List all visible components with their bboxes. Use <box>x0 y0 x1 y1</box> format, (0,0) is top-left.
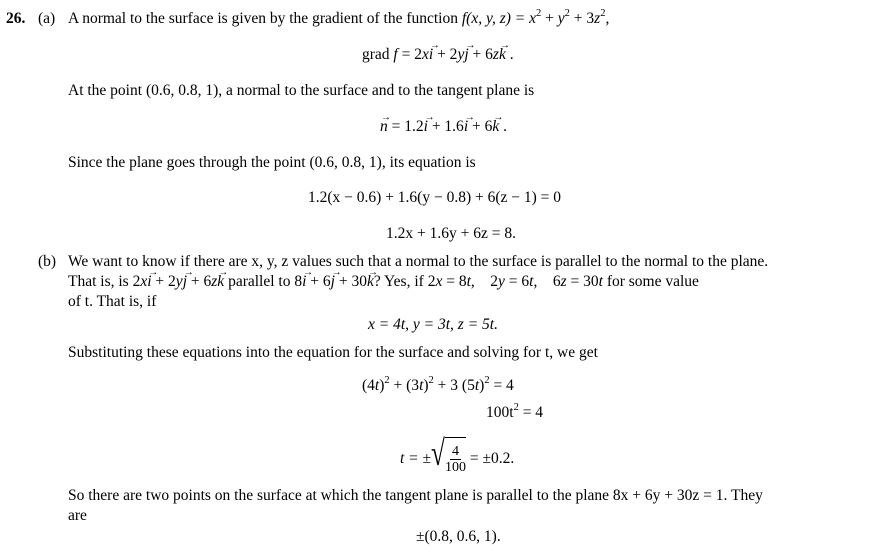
p1-after: , a normal to the surface and to the tangent plane is <box>218 82 535 99</box>
conclusion-line-2: are <box>68 507 87 524</box>
simplified-equation: $100t^2 = 4$ <box>486 402 544 421</box>
answer-points: ±(0.8, 0.6, 1). <box>416 528 501 545</box>
eq-b2: 100t <box>486 404 514 421</box>
fraction-numerator: 4 <box>452 444 460 459</box>
surface-substituted-equation: $(4t)^2 + (3t)^2 + 3$ $(5t)^2 = 4$ <box>362 375 514 394</box>
solve-lhs: t = ± <box>400 450 432 468</box>
substitution-text: Substituting these equations into the equation for the surface and solving for t, we get <box>68 344 598 361</box>
part-b-line-3: of t. That is, if <box>68 293 157 310</box>
plane-equation-1: 1.2(x − 0.6) + 1.6(y − 0.8) + 6(z − 1) = 0 <box>308 189 562 206</box>
parametric-equations: x = 4t, y = 3t, z = 5t. <box>368 316 498 333</box>
line2-a: That is, is <box>68 273 129 290</box>
part-a-intro: A normal to the surface is given by the gradient of the function <box>68 10 458 27</box>
line2-b: parallel to <box>228 273 291 290</box>
line2-c: ? Yes, if <box>373 273 424 290</box>
line2-d: for some value <box>606 273 699 290</box>
part-b-line-2: That is, is 2xi → + 2yj → + 6zk → parallel to 8i → + 6j → + 30k →? Yes, if 2x = 8t, 2y = 6t, 6z = 30t for some value <box>68 273 699 291</box>
p2-point: (0.6, 0.8, 1) <box>309 154 382 171</box>
normal-vector-equation: n → = 1.2i → + 1.6i → + 6k → . <box>380 118 507 136</box>
plane-point-text <box>68 154 476 172</box>
p1-before: At the point <box>68 82 143 99</box>
solution-for-t <box>400 433 515 475</box>
part-a-intro-line: A normal to the surface is given by the gradient of the function f(x, y, $z) = x^2 + y^2 + 3z^2$, <box>68 8 610 27</box>
fraction-denominator: 100 <box>445 460 467 475</box>
conclusion-line-1: So there are two points on the surface at which the tangent plane is parallel to the plane 8x + 6y + 30z = 1. They <box>68 487 763 504</box>
square-root: √ $\frac{4}{100}$ <box>431 433 467 475</box>
function-lhs: f(x, y, z) = <box>461 10 530 27</box>
part-b-label: (b) <box>38 253 57 270</box>
p2-before: Since the plane goes through the point <box>68 154 306 171</box>
part-a-label: (a) <box>38 10 56 27</box>
problem-number: 26. <box>6 10 26 27</box>
gradient-equation: grad f = 2xi → + 2yj → + 6zk → . <box>362 46 514 64</box>
p2-after: , its equation is <box>381 154 476 171</box>
grad-label: grad <box>362 46 390 63</box>
solve-rhs: = ±0.2. <box>469 450 515 468</box>
p1-point: (0.6, 0.8, 1) <box>145 82 219 99</box>
normal-at-point-text <box>68 82 534 100</box>
plane-equation-2: 1.2x + 1.6y + 6z = 8. <box>386 225 516 242</box>
part-b-line-1: We want to know if there are x, y, z values such that a normal to the surface is parallel to the normal to the plane. <box>68 253 769 270</box>
